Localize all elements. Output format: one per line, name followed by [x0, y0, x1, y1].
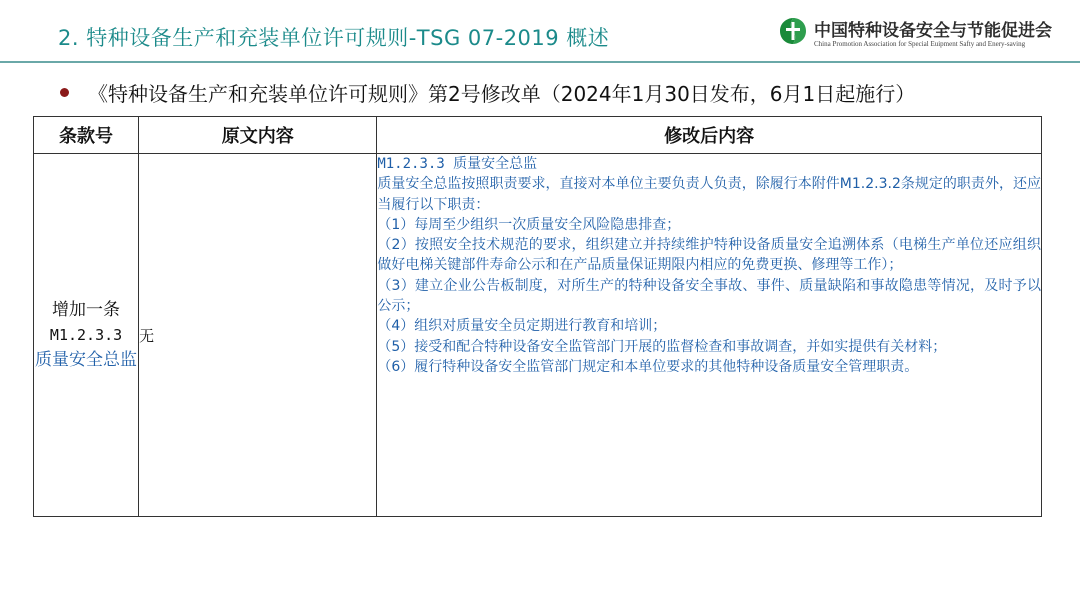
header	[0, 0, 1080, 66]
header-clause-number: 条款号	[34, 117, 139, 154]
bullet-text: 《特种设备生产和充装单位许可规则》第2号修改单（2024年1月30日发布，6月1日起施行）	[88, 82, 916, 106]
revised-item-1: （1）每周至少组织一次质量安全风险隐患排查；	[377, 216, 681, 233]
logo-emblem-icon	[776, 14, 810, 48]
clause-cell	[34, 154, 139, 517]
header-divider	[0, 61, 1080, 63]
original-content-cell: 无	[139, 154, 377, 517]
revised-title: M1.2.3.3 质量安全总监	[377, 156, 538, 172]
revision-table	[33, 116, 1042, 517]
bullet-dot-icon	[60, 88, 69, 97]
logo-english-name: China Promotion Association for Special Euipment Safty and Enery-saving	[814, 40, 1026, 48]
revised-item-3: （3）建立企业公告板制度，对所生产的特种设备安全事故、事件、质量缺陷和事故隐患等情况，及时予以公示；	[377, 277, 1041, 315]
clause-action: 增加一条	[52, 299, 121, 320]
table-row	[34, 154, 1042, 517]
page-title: 2. 特种设备生产和充装单位许可规则-TSG 07-2019 概述	[58, 26, 610, 50]
revised-intro: 质量安全总监按照职责要求，直接对本单位主要负责人负责，除履行本附件M1.2.3.2条规定的职责外，还应当履行以下职责：	[377, 176, 1041, 213]
revised-item-6: （6）履行特种设备安全监管部门规定和本单位要求的其他特种设备质量安全管理职责。	[377, 358, 919, 375]
clause-name: 质量安全总监	[35, 349, 138, 370]
header-original-content: 原文内容	[139, 117, 377, 154]
clause-number: M1.2.3.3	[49, 325, 123, 344]
table-header-row	[34, 117, 1042, 154]
revised-item-2: （2）按照安全技术规范的要求，组织建立并持续维护特种设备质量安全追溯体系（电梯生产单位还应组织做好电梯关键部件寿命公示和在产品质量保证期限内相应的免费更换、修理等工作）；	[377, 237, 1041, 274]
revised-item-4: （4）组织对质量安全员定期进行教育和培训；	[377, 318, 667, 335]
organization-logo	[776, 10, 1076, 56]
revised-item-5: （5）接受和配合特种设备安全监管部门开展的监督检查和事故调查，并如实提供有关材料；	[377, 338, 947, 355]
revised-content-cell	[377, 154, 1042, 517]
header-revised-content: 修改后内容	[377, 117, 1042, 154]
logo-chinese-name: 中国特种设备安全与节能促进会	[814, 21, 1052, 41]
